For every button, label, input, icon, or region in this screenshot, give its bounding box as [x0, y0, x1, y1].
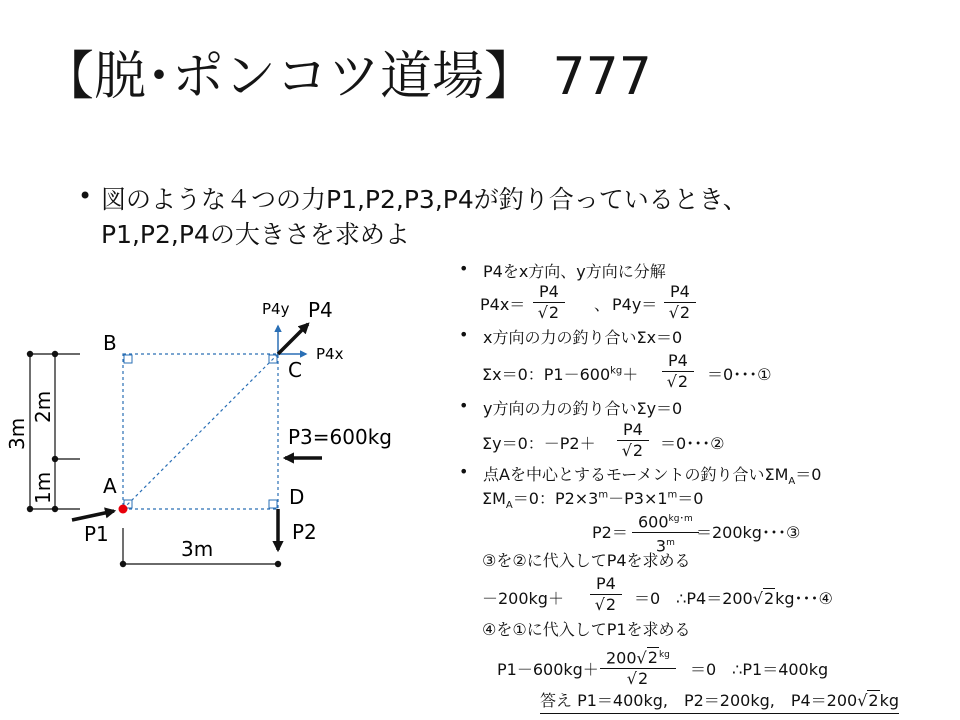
label-dim-1m: 1m: [31, 471, 55, 504]
point-a-dot: [119, 505, 128, 514]
eq5-numerator: $200√2^{kg}$: [606, 648, 670, 668]
force-diagram: [0, 0, 460, 720]
eq5-denominator: √2: [626, 669, 649, 689]
final-answer: 答え P1＝400kg, P2＝200kg, P4＝200√2kg: [540, 688, 899, 714]
dim-dot: [52, 456, 58, 462]
eq1-lhs: Σx＝0：$P1-600^{kg}+$: [482, 365, 639, 384]
p4x-denominator: √2: [537, 303, 560, 322]
p2-numerator: $600^{kg･m}$: [638, 512, 693, 532]
bullet-dot: •: [459, 325, 469, 344]
label-p4: P4: [308, 298, 333, 322]
label-point-b: B: [103, 331, 117, 355]
label-point-a: A: [103, 474, 117, 498]
p1-arrow: [72, 511, 114, 520]
corner-mark-b: [124, 355, 132, 363]
label-dim-3m-left: 3m: [5, 417, 29, 450]
eq5-rhs: ＝0 ∴P1＝400kg: [690, 660, 829, 679]
eq2-lhs: Σy＝0：－P2＋: [482, 434, 596, 453]
eq4-fraction: [590, 575, 622, 614]
eq4-lhs: －200kg＋: [482, 589, 564, 608]
p4y-denominator: √2: [668, 303, 691, 322]
dim-dot: [52, 351, 58, 357]
label-p2: P2: [292, 520, 317, 544]
solution-bullet-1: P4をx方向、y方向に分解: [483, 262, 666, 281]
eq2-rhs: ＝0･･･②: [660, 434, 725, 453]
p4y-numerator: P4: [670, 282, 690, 301]
eq1-numerator: P4: [668, 351, 688, 370]
p4-arrow: [278, 324, 308, 354]
problem-line-1: 図のような４つの力P1,P2,P3,P4が釣り合っているとき、: [101, 185, 748, 214]
p4x-lhs: P4x＝: [480, 295, 526, 314]
separator-comma: 、: [594, 295, 611, 314]
eq1-fraction: [662, 352, 694, 391]
problem-line-2: P1,P2,P4の大きさを求めよ: [101, 220, 410, 249]
page-title: 【脱･ポンコツ道場】 777: [42, 47, 652, 107]
eq1-denominator: √2: [666, 372, 689, 391]
label-p3: P3=600kg: [288, 425, 392, 449]
label-point-d: D: [289, 485, 305, 509]
eq2-numerator: P4: [623, 420, 643, 439]
eq1-rhs: ＝0･･･①: [707, 365, 772, 384]
label-dim-2m: 2m: [31, 390, 55, 423]
eq4-numerator: P4: [596, 574, 616, 593]
bullet-dot: •: [78, 182, 93, 210]
eq4-rhs: ＝0 ∴P4＝200√2kg･･･④: [634, 589, 833, 608]
dim-dot: [120, 561, 126, 567]
p2-lhs: P2＝: [592, 523, 628, 542]
dim-dot: [27, 351, 33, 357]
corner-mark-d: [269, 500, 277, 508]
bullet-dot: •: [459, 259, 469, 278]
solution-bullet-3: y方向の力の釣り合いΣy＝0: [483, 399, 683, 418]
diagonal-AC: [123, 354, 278, 509]
dim-dot: [52, 506, 58, 512]
eq2-denominator: √2: [621, 441, 644, 460]
bullet-dot: •: [459, 396, 469, 415]
p2-rhs: ＝200kg･･･③: [696, 523, 801, 542]
solution-bullet-2: x方向の力の釣り合いΣx＝0: [483, 328, 683, 347]
eq4-denominator: √2: [594, 595, 617, 614]
label-p4y: P4y: [262, 300, 290, 318]
solution-bullet-4: 点Aを中心とするモーメントの釣り合い$\Sigma M_A=0$: [483, 465, 822, 488]
dim-dot: [275, 561, 281, 567]
eq2-fraction: [617, 421, 649, 460]
label-point-c: C: [288, 358, 302, 382]
dim-dot: [27, 506, 33, 512]
eq3-moment: $\Sigma M_A=0$：$P2\times 3^m-P3\times 1^m=0$: [482, 489, 704, 512]
p4y-lhs: P4y＝: [612, 295, 658, 314]
label-p1: P1: [84, 522, 109, 546]
eq5-fraction: [600, 646, 676, 688]
step-substitute-4-into-1: ④を①に代入してP1を求める: [482, 620, 691, 639]
label-p4x: P4x: [316, 345, 344, 363]
step-substitute-3-into-2: ③を②に代入してP4を求める: [482, 551, 691, 570]
p4y-fraction: [664, 283, 696, 322]
p4x-numerator: P4: [539, 282, 559, 301]
eq5-lhs: P1－600kg＋: [497, 660, 599, 679]
bullet-dot: •: [459, 462, 469, 481]
p4x-fraction: [533, 283, 565, 322]
p2-denominator: 3$^m$: [655, 536, 675, 556]
label-dim-3m-bottom: 3m: [181, 537, 214, 561]
